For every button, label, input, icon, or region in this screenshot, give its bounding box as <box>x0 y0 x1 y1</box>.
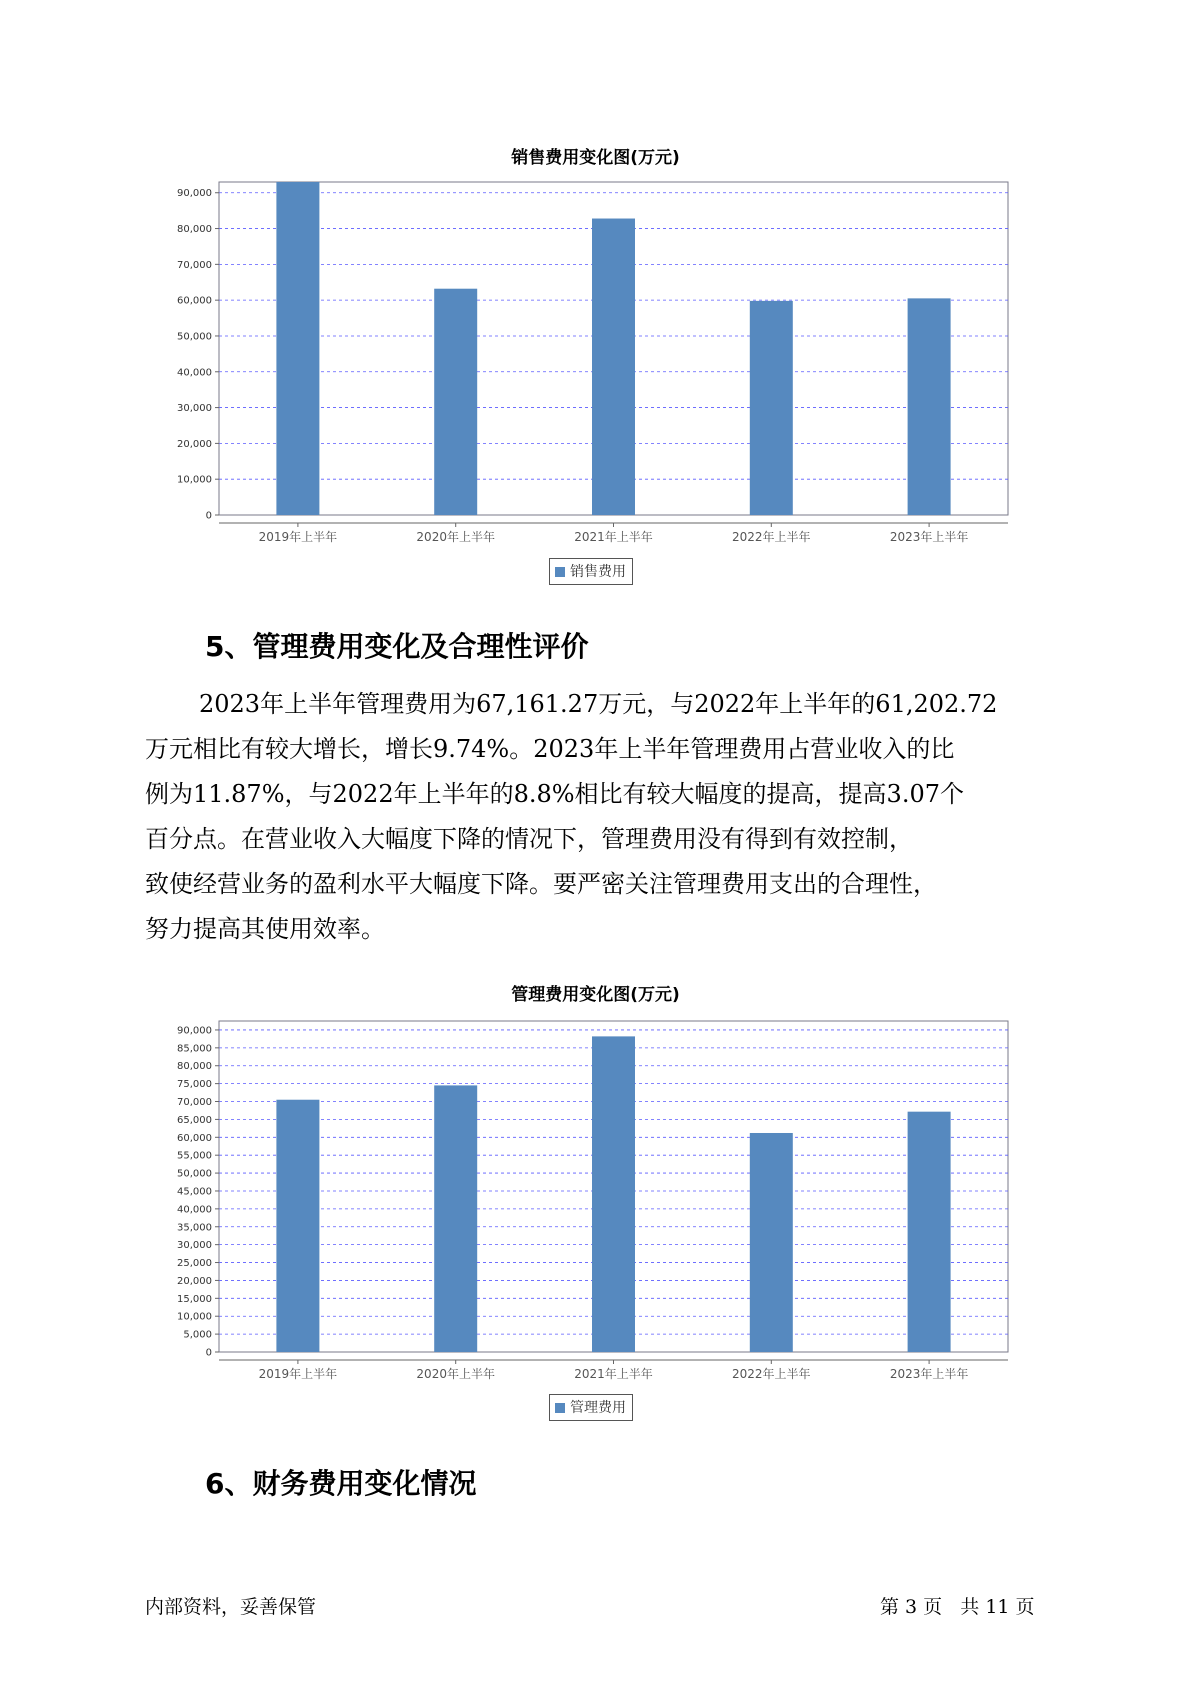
para-line: 例为11.87%，与2022年上半年的8.8%相比有较大幅度的提高，提高3.07个 <box>145 780 964 808</box>
para-line: 百分点。在营业收入大幅度下降的情况下，管理费用没有得到有效控制， <box>145 825 913 853</box>
footer-page-number: 第 3 页 共 11 页 <box>880 1596 1035 1618</box>
section5-heading: 5、管理费用变化及合理性评价 <box>205 630 589 663</box>
x-tick-label: 2021年上半年 <box>574 530 653 544</box>
legend-label: 销售费用 <box>570 564 626 580</box>
bar <box>276 1100 319 1352</box>
y-tick-label: 60,000 <box>177 1132 212 1144</box>
y-tick-label: 65,000 <box>177 1114 212 1126</box>
y-tick-label: 35,000 <box>177 1222 212 1234</box>
para-line: 致使经营业务的盈利水平大幅度下降。要严密关注管理费用支出的合理性， <box>145 870 937 898</box>
y-tick-label: 85,000 <box>177 1043 212 1055</box>
y-tick-label: 80,000 <box>177 224 212 236</box>
footer-left: 内部资料，妥善保管 <box>145 1596 317 1618</box>
y-tick-label: 10,000 <box>177 474 212 486</box>
para-line: 万元相比有较大增长，增长9.74%。2023年上半年管理费用占营业收入的比 <box>145 735 955 763</box>
y-tick-label: 10,000 <box>177 1311 212 1323</box>
y-tick-label: 40,000 <box>177 1204 212 1216</box>
y-tick-label: 0 <box>205 1347 212 1359</box>
bar <box>434 1085 477 1352</box>
y-tick-label: 45,000 <box>177 1186 212 1198</box>
para-line: 努力提高其使用效率。 <box>145 915 385 943</box>
x-tick-label: 2020年上半年 <box>416 530 495 544</box>
y-tick-label: 50,000 <box>177 331 212 343</box>
y-tick-label: 30,000 <box>177 403 212 415</box>
x-tick-label: 2022年上半年 <box>732 1367 811 1381</box>
section6-heading: 6、财务费用变化情况 <box>205 1467 477 1500</box>
y-tick-label: 70,000 <box>177 1097 212 1109</box>
para-line: 2023年上半年管理费用为67,161.27万元，与2022年上半年的61,202.72 <box>199 690 998 718</box>
y-tick-label: 30,000 <box>177 1240 212 1252</box>
legend-swatch <box>555 1403 565 1413</box>
y-tick-label: 25,000 <box>177 1258 212 1270</box>
bar <box>592 1036 635 1352</box>
x-tick-label: 2022年上半年 <box>732 530 811 544</box>
legend-label: 管理费用 <box>570 1400 626 1416</box>
x-tick-label: 2019年上半年 <box>258 530 338 544</box>
y-tick-label: 75,000 <box>177 1079 212 1091</box>
y-tick-label: 90,000 <box>177 1025 212 1037</box>
y-tick-label: 15,000 <box>177 1293 212 1305</box>
y-tick-label: 50,000 <box>177 1168 212 1180</box>
y-tick-label: 0 <box>205 510 212 522</box>
y-tick-label: 20,000 <box>177 438 212 450</box>
x-tick-label: 2020年上半年 <box>416 1367 495 1381</box>
bar <box>908 1112 951 1352</box>
y-tick-label: 20,000 <box>177 1275 212 1287</box>
y-tick-label: 60,000 <box>177 295 212 307</box>
x-tick-label: 2021年上半年 <box>574 1367 653 1381</box>
x-tick-label: 2023年上半年 <box>889 1367 969 1381</box>
y-tick-label: 80,000 <box>177 1061 212 1073</box>
y-tick-label: 40,000 <box>177 367 212 379</box>
chart-title-sales: 销售费用变化图(万元) <box>511 148 680 168</box>
x-tick-label: 2023年上半年 <box>889 530 969 544</box>
x-tick-label: 2019年上半年 <box>258 1367 338 1381</box>
legend-admin <box>549 1394 633 1421</box>
y-tick-label: 55,000 <box>177 1150 212 1162</box>
chart-title-admin: 管理费用变化图(万元) <box>511 985 680 1005</box>
y-tick-label: 5,000 <box>183 1329 212 1341</box>
bar <box>750 1133 793 1352</box>
y-tick-label: 70,000 <box>177 259 212 271</box>
y-tick-label: 90,000 <box>177 188 212 200</box>
